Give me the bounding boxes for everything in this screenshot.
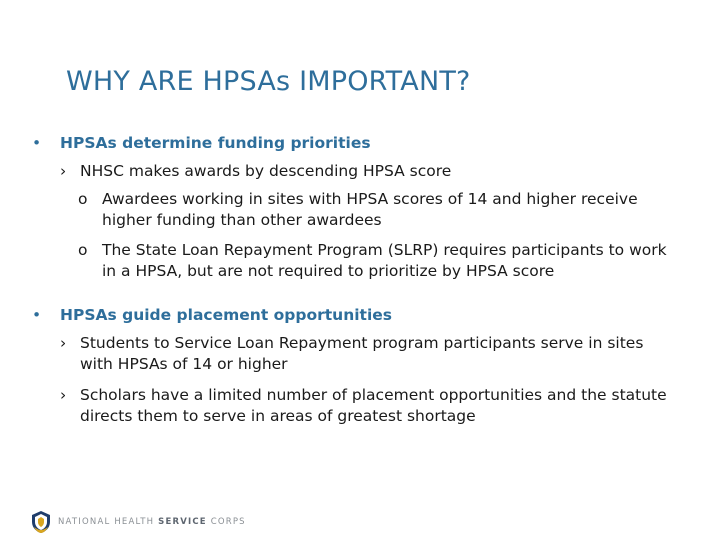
logo-text-part: SERVICE bbox=[158, 517, 207, 527]
list-item-text: Scholars have a limited number of placement opportunities and the statute directs them to serve in areas of greatest shortage bbox=[80, 386, 667, 425]
logo-text-part: CORPS bbox=[206, 517, 246, 527]
section-heading-text: HPSAs determine funding priorities bbox=[60, 134, 371, 152]
circle-marker: o bbox=[78, 190, 88, 208]
list-item bbox=[60, 161, 680, 182]
logo-text-part: NATIONAL HEALTH bbox=[58, 517, 159, 527]
arrow-marker: › bbox=[60, 334, 67, 352]
sub-list-item bbox=[78, 240, 672, 282]
circle-marker: o bbox=[78, 241, 88, 259]
section-heading-text: HPSAs guide placement opportunities bbox=[60, 306, 393, 324]
bullet-marker: • bbox=[32, 134, 42, 152]
sub-list-item-text: Awardees working in sites with HPSA scores of 14 and higher receive higher funding than other awardees bbox=[102, 190, 638, 229]
arrow-marker: › bbox=[60, 162, 67, 180]
list-item-text: NHSC makes awards by descending HPSA score bbox=[80, 162, 452, 180]
list-item bbox=[60, 333, 680, 375]
section-heading-funding bbox=[32, 134, 371, 152]
sub-list-item bbox=[78, 189, 672, 231]
list-item bbox=[60, 385, 680, 427]
nhsc-emblem-icon bbox=[30, 510, 52, 534]
section-heading-placement bbox=[32, 306, 393, 324]
organization-name bbox=[58, 517, 246, 527]
sub-list-item-text: The State Loan Repayment Program (SLRP) requires participants to work in a HPSA, but are not required to prioritize by HPSA score bbox=[102, 241, 667, 280]
list-item-text: Students to Service Loan Repayment program participants serve in sites with HPSAs of 14 or higher bbox=[80, 334, 644, 373]
bullet-marker: • bbox=[32, 306, 42, 324]
slide-title: WHY ARE HPSAs IMPORTANT? bbox=[66, 66, 471, 97]
arrow-marker: › bbox=[60, 386, 67, 404]
